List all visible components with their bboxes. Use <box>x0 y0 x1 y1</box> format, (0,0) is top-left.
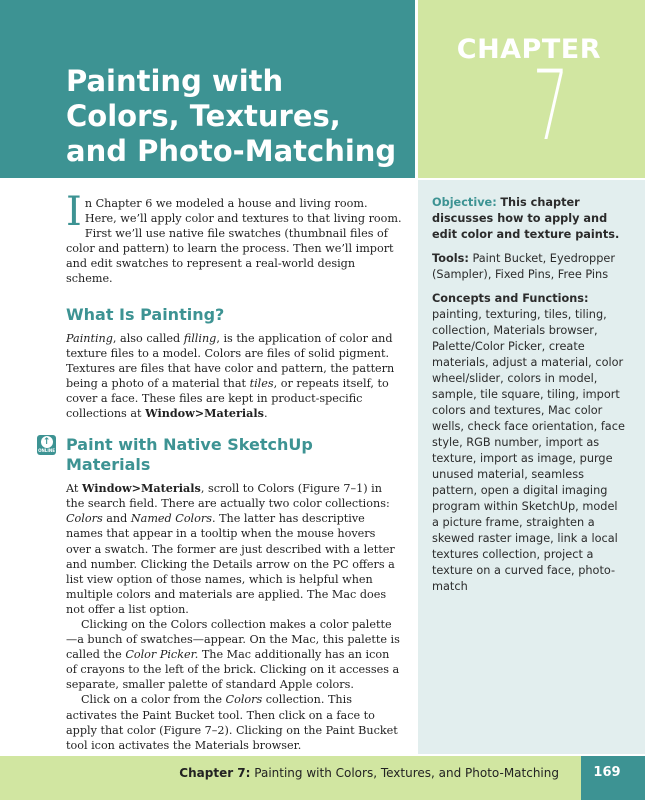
painting-definition-paragraph <box>66 331 402 422</box>
chapter-title <box>66 64 406 169</box>
footer-chapter-title: Painting with Colors, Textures, and Photo-Matching <box>254 766 559 780</box>
text-span: Click on a color from the <box>81 693 226 707</box>
tools-paragraph <box>432 251 628 283</box>
objectives-sidebar <box>418 180 645 754</box>
objective-paragraph <box>432 195 628 243</box>
online-label: ONLINE <box>38 448 55 454</box>
intro-text: n Chapter 6 we modeled a house and living room. Here, we’ll apply color and textures to that living room. First we’ll use native file swatches (thumbnail files of color and pattern) to learn the process. Then we’ll import and edit swatches to represent a real-world design scheme. <box>66 197 402 286</box>
section-heading-text: Paint with Native SketchUp Materials <box>66 435 313 475</box>
term-named-colors: Named Colors <box>130 512 212 526</box>
page-number: 169 <box>593 765 621 780</box>
term-filling: filling <box>183 331 217 345</box>
text-span: . The latter has descriptive names that appear in a tooltip when the mouse hovers over a swatch. The former are just described with a letter and number. Clicking the Details arrow on the PC offers a list view option of those names, which is helpful when multiple colors and materials are applied. The Mac does not offer a list option. <box>66 512 395 616</box>
text-span: , or repeats itself, to cover a face. These files are kept in product-specific collections at <box>66 376 389 421</box>
section-heading-native-materials <box>38 435 402 475</box>
text-span: , scroll to Colors (Figure 7–1) in the search field. There are actually two color collections: <box>66 482 390 511</box>
materials-paragraph-3 <box>66 692 402 752</box>
tools-label: Tools: <box>432 252 469 265</box>
text-span: collection. This activates the Paint Bucket tool. Then click on a face to apply that color (Figure 7–2). Clicking on the Paint Bucket tool icon activates the Materials browser. <box>66 693 398 752</box>
main-column <box>38 189 402 753</box>
text-span: and <box>102 512 131 526</box>
objective-label: Objective: <box>432 196 497 209</box>
materials-paragraph-1 <box>66 481 402 617</box>
chapter-number: 7 <box>532 50 569 162</box>
text-span: . <box>263 407 268 421</box>
text-span: At <box>66 482 82 496</box>
chapter-title-line-1: Painting with <box>66 64 284 98</box>
objective-text: This chapter discusses how to apply and edit color and texture paints. <box>432 196 620 241</box>
term-tiles: tiles <box>249 376 274 390</box>
footer-chapter-label: Chapter 7: <box>179 766 251 780</box>
running-footer <box>179 766 559 780</box>
chapter-number-banner <box>418 0 645 178</box>
intro-paragraph <box>66 189 402 287</box>
menu-path-window-materials: Window>Materials <box>145 406 264 421</box>
concepts-label: Concepts and Functions: <box>432 292 589 305</box>
term-colors: Colors <box>66 512 103 526</box>
upload-arrow-icon: ↑ <box>41 436 53 448</box>
concepts-paragraph <box>432 291 628 595</box>
chapter-word: CHAPTER <box>456 34 601 65</box>
text-span: , is the application of color and texture files to a model. Colors are files of solid pigment. Textures are files that have color and pattern, the pattern being a photo of a material that <box>66 331 395 390</box>
section-heading-what-is-painting: What Is Painting? <box>66 304 225 324</box>
chapter-title-banner <box>0 0 415 178</box>
chapter-title-line-3: and Photo-Matching <box>66 134 397 168</box>
materials-paragraph-2 <box>66 617 402 692</box>
term-color-picker: Color Picker. <box>125 648 199 662</box>
concepts-text: painting, texturing, tiles, tiling, collection, Materials browser, Palette/Color Picker, create materials, adjust a material, color wheel/slider, colors in model, sample, tile square, tiling, import colors and textures, Mac color wells, check face orientation, face style, RGB number, import as texture, import as image, purge unused material, seamless pattern, open a digital imaging program within SketchUp, model a picture frame, straighten a skewed raster image, link a local textures collection, project a texture on a curved face, photo-match <box>432 308 625 593</box>
online-icon <box>37 435 56 455</box>
drop-cap: I <box>66 189 82 235</box>
text-span: The Mac additionally has an icon of crayons to the left of the brick. Clicking on it accesses a separate, smaller palette of standard Apple colors. <box>66 648 400 692</box>
menu-path-window-materials-2: Window>Materials <box>81 481 201 496</box>
chapter-title-line-2: Colors, Textures, <box>66 99 341 133</box>
page-footer <box>0 756 645 800</box>
term-colors-collection: Colors <box>225 693 263 707</box>
tools-text: Paint Bucket, Eyedropper (Sampler), Fixed Pins, Free Pins <box>432 252 615 281</box>
page-number-box <box>581 756 645 800</box>
text-span: , also called <box>112 331 184 345</box>
text-span: Clicking on the Colors collection makes a color palette—a bunch of swatches—appear. On the Mac, this palette is called the <box>66 617 400 662</box>
term-painting: Painting <box>66 331 113 345</box>
